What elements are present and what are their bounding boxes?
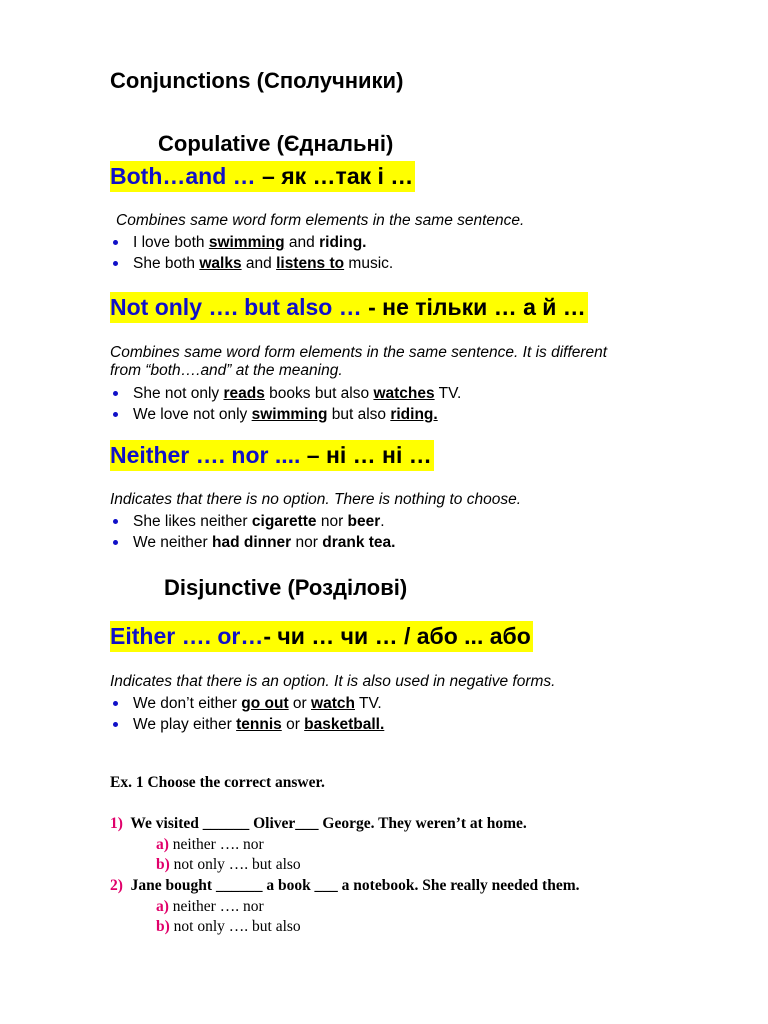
neither-nor-phrase: Neither …. nor .... [110,442,301,468]
list-item: We love not only swimming but also riding. [110,404,461,425]
not-only-description: Combines same word form elements in the same sentence. It is different from “both….and” at the meaning. [110,344,608,379]
neither-nor-description: Indicates that there is no option. There is nothing to choose. [110,491,522,508]
list-item: She likes neither cigarette nor beer. [110,511,395,532]
either-or-heading [110,622,533,650]
list-item: We don’t either go out or watch TV. [110,693,384,714]
question-number: 1) [110,815,123,832]
copulative-heading: Copulative (Єднальні) [158,131,394,156]
exercise-title: Ex. 1 Choose the correct answer. [110,774,325,791]
question-1-option-b[interactable]: b) not only …. but also [156,856,301,873]
list-item: We play either tennis or basketball. [110,714,384,735]
either-or-phrase: Either …. or… [110,623,264,649]
list-item: She both walks and listens to music. [110,253,393,274]
question-text: Jane bought ______ a book ___ a notebook. She really needed them. [130,877,580,894]
neither-nor-examples [110,511,395,553]
question-1-option-a[interactable]: a) neither …. nor [156,836,264,853]
question-text: We visited ______ Oliver___ George. They weren’t at home. [130,815,527,832]
not-only-translation: - не тільки … а й … [361,294,586,320]
question-number: 2) [110,877,123,894]
neither-nor-heading [110,441,434,469]
not-only-heading [110,293,588,321]
either-or-description: Indicates that there is an option. It is also used in negative forms. [110,673,556,690]
neither-nor-translation: – ні … ні … [300,442,432,468]
question-2-option-b[interactable]: b) not only …. but also [156,918,301,935]
either-or-translation: - чи … чи … / або ... або [263,623,531,649]
page-title: Conjunctions (Сполучники) [110,68,404,93]
disjunctive-heading: Disjunctive (Розділові) [164,575,408,600]
both-and-examples [110,232,393,274]
list-item: She not only reads books but also watches TV. [110,383,461,404]
not-only-phrase: Not only …. but also … [110,294,362,320]
both-and-translation: – як …так і … [255,163,414,189]
both-and-description: Combines same word form elements in the same sentence. [116,212,525,229]
not-only-examples [110,383,461,425]
question-1 [110,815,527,833]
list-item: We neither had dinner nor drank tea. [110,532,395,553]
list-item: I love both swimming and riding. [110,232,393,253]
question-2-option-a[interactable]: a) neither …. nor [156,898,264,915]
both-and-phrase: Both…and … [110,163,256,189]
question-2 [110,877,580,895]
both-and-heading [110,162,415,190]
either-or-examples [110,693,384,735]
